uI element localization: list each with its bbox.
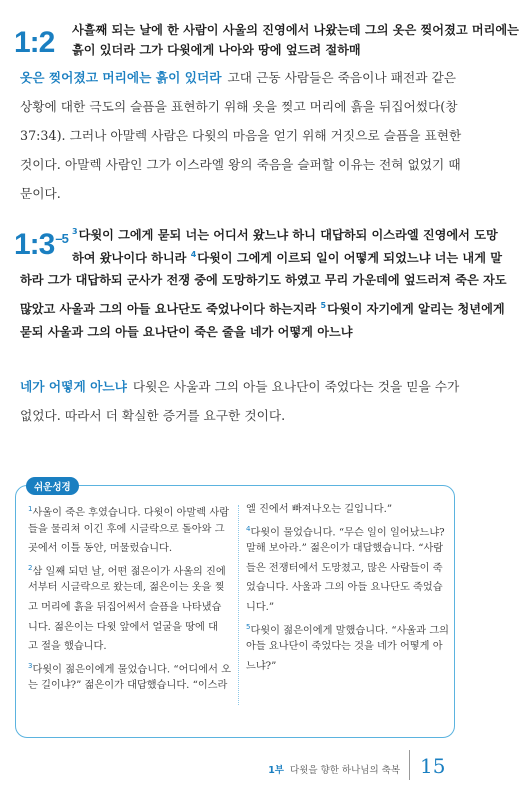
verse-text-line: 묻되 사울과 그의 아들 요나단이 죽은 줄을 네가 어떻게 아느냐 [20,325,353,339]
verse-number: 3 [72,227,78,236]
easy-bible-line: 는 길이냐?” 젊은이가 대답했습니다. “이스라 [28,680,228,692]
easy-bible-line: $^3$다윗이 젊은이에게 물었습니다. “어디에서 오 [28,661,232,676]
column-divider [238,505,239,705]
easy-bible-line: $^1$사울이 죽은 후였습니다. 다윗이 아말렉 사람 [28,505,230,519]
commentary-highlight: 옷은 찢어졌고 머리에는 흙이 있더라 [20,70,222,85]
easy-bible-line: $^5$다윗이 젊은이에게 말했습니다. “사울과 그의 [246,622,450,636]
verse-number: 5 [246,622,251,631]
easy-bible-line: $^2$삼 일째 되던 날, 어떤 젊은이가 사울의 진에 [28,563,226,578]
easy-bible-line: 서부터 시글락으로 왔는데, 젊은이는 옷을 찢 [28,582,225,594]
easy-bible-line: 말해 보아라.” 젊은이가 대답했습니다. “사람 [246,543,444,555]
verse-number: 4 [246,524,251,533]
verse-number: 2 [28,563,33,572]
easy-bible-line: 었습니다. 사울과 그의 아들 요나단도 죽었습 [246,582,443,594]
verse-text-line: 하라 그가 대답하되 군사가 전쟁 중에 도망하기도 하였고 무리 가운데에 엎드러져 죽은 자도 [20,273,507,287]
easy-bible-line: 엘 진에서 빠져나오는 길입니다.” [246,504,393,515]
verse-number: 3 [28,661,33,670]
commentary-line: 옷은 찢어졌고 머리에는 흙이 있더라 고대 근동 사람들은 죽음이나 패전과 같은 [20,70,457,85]
easy-bible-line: 아들 요나단이 죽었다는 것을 네가 어떻게 아 [246,641,443,653]
commentary-line: 상황에 대한 극도의 슬픔을 표현하기 위해 옷을 찢고 머리에 흙을 뒤집어썼다(창 [20,99,458,114]
chapter-title: 다윗을 향한 하나님의 축복 [289,765,400,776]
easy-bible-line: 니다.” [246,602,275,613]
commentary-line: 것이다. 아말렉 사람인 그가 이스라엘 왕의 죽음을 슬퍼할 이유는 전혀 없었기 때 [20,157,461,172]
easy-bible-line: 들은 전쟁터에서 도망쳤고, 많은 사람들이 죽 [246,562,443,574]
verse-reference-1-3-5: $1:3^{-5}$ [14,228,68,261]
verse-text-line: $^3$다윗이 그에게 묻되 너는 어디서 왔느냐 하니 대답하되 이스라엘 진영에서 도망 [72,227,498,243]
verse-text-line: 흙이 있더라 그가 다윗에게 나아와 땅에 엎드려 절하매 [72,43,361,57]
commentary-line: 문이다. [20,186,61,201]
commentary-line: 네가 어떻게 아느냐 다윗은 사울과 그의 아들 요나단이 죽었다는 것을 믿을 수가 [20,379,460,394]
easy-bible-line: 곳에서 이틀 동안, 머물렀습니다. [28,543,173,555]
easy-bible-line: $^4$다윗이 물었습니다. “무슨 일이 일어났느냐? [246,524,445,538]
easy-bible-line: 들을 물리쳐 이긴 후에 시글락으로 돌아와 그 [28,523,225,535]
commentary-line: 없었다. 따라서 더 확실한 증거를 요구한 것이다. [20,408,286,423]
page-number: 15 [420,754,446,778]
verse-number: 4 [190,250,197,259]
page-footer [268,762,400,776]
footer-divider [409,750,410,780]
easy-bible-line: 고 절을 했습니다. [28,641,107,653]
verse-number: 1 [28,505,33,513]
part-label: 1부 [268,765,284,776]
verse-text-line: 사흘째 되는 날에 한 사람이 사울의 진영에서 나왔는데 그의 옷은 찢어졌고 머리에는 [72,23,519,37]
verse-text-line: 하여 왔나이다 하니라 $^4$다윗이 그에게 이르되 일이 어떻게 되었느냐 너는 내게 말 [72,250,502,266]
commentary-highlight: 네가 어떻게 아느냐 [20,379,127,394]
easy-bible-line: 느냐?” [246,660,277,672]
commentary-line: 37:34). 그러나 아말렉 사람은 다윗의 마음을 얻기 위해 거짓으로 슬픔을 표현한 [20,128,462,143]
verse-number: 5 [320,301,327,310]
verse-reference-1-2: 1:2 [14,26,55,59]
verse-text-line: 많았고 사울과 그의 아들 요나단도 죽었나이다 하는지라 $^5$다윗이 자기에게 알리는 청년에게 [20,301,505,317]
easy-bible-line: 니다. 젊은이는 다윗 앞에서 얼굴을 땅에 대 [28,621,218,633]
easy-bible-label: 쉬운성경 [26,477,79,495]
easy-bible-line: 고 머리에 흙을 뒤집어써서 슬픔을 나타냈습 [28,602,222,613]
